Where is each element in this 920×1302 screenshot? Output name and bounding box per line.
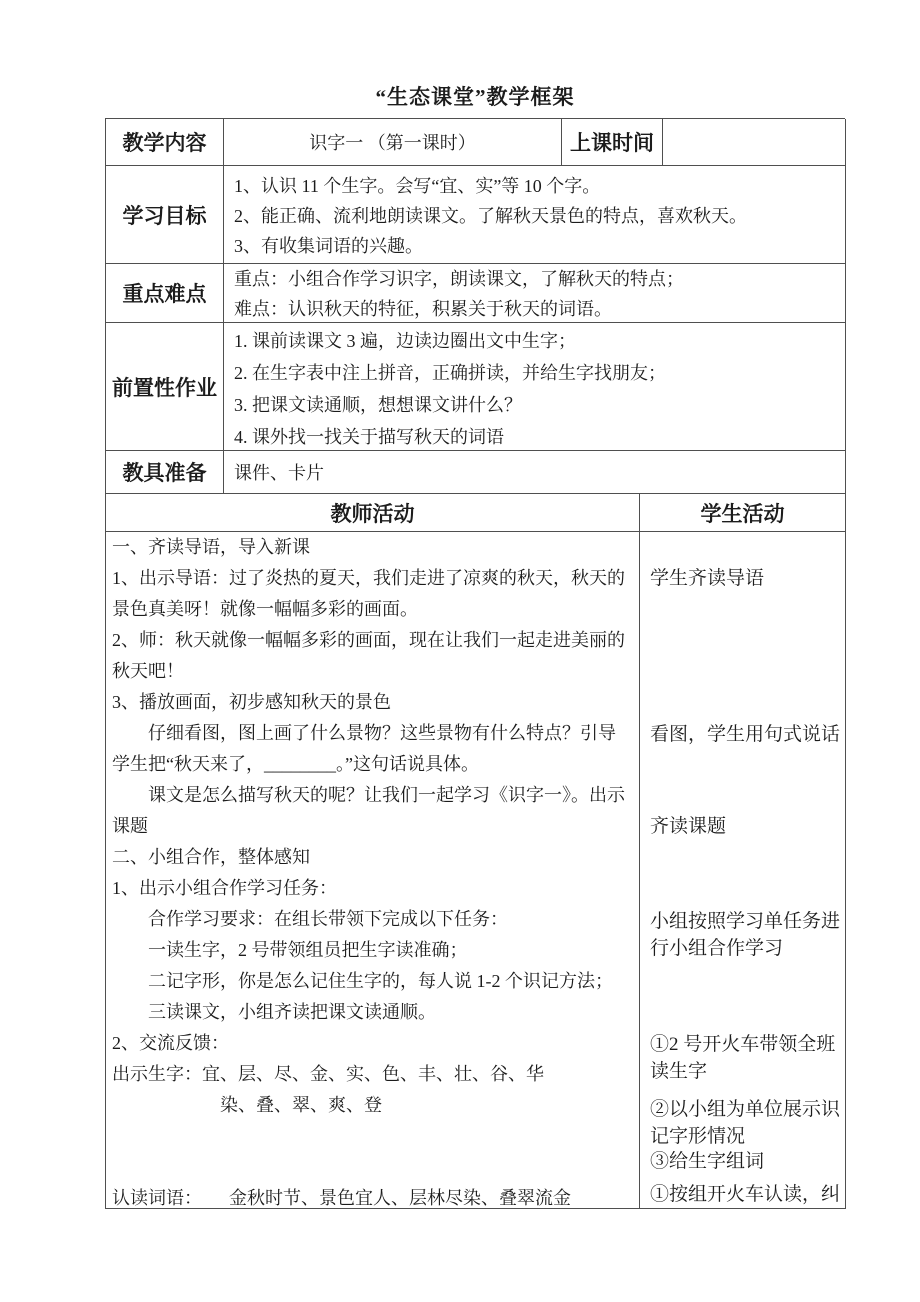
- student-activity-item: [650, 1096, 840, 1150]
- objectives-label: 学习目标: [106, 166, 224, 264]
- materials-label: 教具准备: [106, 451, 224, 494]
- teacher-activity-line: 染、叠、翠、爽、登: [112, 1095, 382, 1115]
- student-activity-line: 齐读课题: [650, 816, 727, 837]
- teacher-activities-column: [106, 532, 640, 1209]
- pre-task-label: 前置性作业: [106, 323, 224, 451]
- teaching-content-label: 教学内容: [106, 119, 224, 166]
- objectives-content: [224, 166, 846, 264]
- student-activity-line: 行小组合作学习: [650, 938, 784, 959]
- teacher-activities-header: 教师活动: [106, 494, 640, 532]
- teacher-activity-line: 3、播放画面，初步感知秋天的景色: [112, 692, 391, 712]
- key-point-line: 难点：认识秋天的特征，积累关于秋天的词语。: [234, 299, 612, 319]
- materials-content: [224, 451, 846, 494]
- key-points-label: 重点难点: [106, 264, 224, 323]
- teacher-activity-line: [112, 1152, 639, 1183]
- student-activity-line: 记字形情况: [650, 1126, 746, 1147]
- teacher-activity-line: 一、齐读导语，导入新课: [112, 537, 310, 557]
- teacher-activity-line: 景色真美呀！就像一幅幅多彩的画面。: [112, 599, 418, 619]
- teacher-activity-line: 二、小组合作，整体感知: [112, 847, 310, 867]
- key-point-line: 重点：小组合作学习识字，朗读课文，了解秋天的特点；: [234, 269, 684, 289]
- student-activity-item: [650, 1181, 840, 1208]
- student-activity-line: ①按组开火车认读，纠: [650, 1184, 841, 1205]
- teacher-activity-line: 课题: [112, 816, 148, 836]
- student-activity-line: ①2 号开火车带领全班: [650, 1034, 836, 1055]
- student-activity-line: ②以小组为单位展示识: [650, 1099, 841, 1120]
- pre-task-line: 1. 课前读课文 3 遍，边读边圈出文中生字；: [234, 331, 576, 351]
- pre-task-line: 4. 课外找一找关于描写秋天的词语: [234, 427, 504, 447]
- pre-task-line: 3. 把课文读通顺，想想课文讲什么？: [234, 395, 522, 415]
- student-activity-item: [650, 908, 840, 962]
- student-activity-item: [650, 565, 764, 592]
- objective-line: 2、能正确、流利地朗读课文。了解秋天景色的特点，喜欢秋天。: [234, 206, 747, 226]
- teacher-activity-line: 学生把“秋天来了，________。”这句话说具体。: [112, 754, 479, 774]
- class-time-label: 上课时间: [562, 119, 663, 166]
- objective-line: 1、认识 11 个生字。会写“宜、实”等 10 个字。: [234, 176, 601, 196]
- teacher-activity-line: 三读课文，小组齐读把课文读通顺。: [112, 1002, 436, 1022]
- teacher-activity-line: [112, 1121, 639, 1152]
- student-activity-line: 学生齐读导语: [650, 568, 765, 589]
- student-activity-item: [650, 1031, 835, 1085]
- key-points-content: [224, 264, 846, 323]
- teacher-activity-line: 一读生字，2 号带领组员把生字读准确；: [112, 940, 468, 960]
- pre-task-line: 2. 在生字表中注上拼音，正确拼读，并给生字找朋友；: [234, 363, 666, 383]
- materials-value: 课件、卡片: [234, 463, 324, 483]
- student-activities-column: [640, 532, 846, 1209]
- page-title: “生态课堂”教学框架: [375, 85, 575, 109]
- teacher-activity-line: 二记字形，你是怎么记住生字的，每人说 1-2 个识记方法；: [112, 971, 613, 991]
- info-table: [105, 118, 845, 494]
- teacher-activity-line: 课文是怎么描写秋天的呢？让我们一起学习《识字一》。出示: [112, 785, 625, 805]
- teacher-activity-line: 出示生字：宜、层、尽、金、实、色、丰、壮、谷、华: [112, 1064, 544, 1084]
- pre-task-content: [224, 323, 846, 451]
- teaching-content-value: 识字一 （第一课时）: [224, 119, 562, 166]
- student-activity-item: [650, 1148, 764, 1175]
- objective-line: 3、有收集词语的兴趣。: [234, 236, 423, 256]
- teacher-activity-line: 仔细看图，图上画了什么景物？这些景物有什么特点？引导: [112, 723, 616, 743]
- teacher-activity-line: 2、交流反馈：: [112, 1033, 229, 1053]
- student-activity-item: [650, 813, 726, 840]
- class-time-value: [663, 119, 846, 166]
- lesson-plan-table: [105, 118, 845, 1209]
- teacher-activity-line: 合作学习要求：在组长带领下完成以下任务：: [112, 909, 508, 929]
- student-activity-line: 看图，学生用句式说话: [650, 724, 841, 745]
- teacher-activity-line: 秋天吧！: [112, 661, 184, 681]
- student-activities-header: 学生活动: [640, 494, 846, 532]
- teacher-activity-line: 2、师：秋天就像一幅幅多彩的画面，现在让我们一起走进美丽的: [112, 630, 625, 650]
- student-activity-line: 读生字: [650, 1061, 708, 1082]
- teacher-activity-line: 1、出示小组合作学习任务：: [112, 878, 337, 898]
- teacher-activity-line: 1、出示导语：过了炎热的夏天，我们走进了凉爽的秋天，秋天的: [112, 568, 625, 588]
- teacher-activity-line: 认读词语： 金秋时节、景色宜人、层林尽染、叠翠流金: [112, 1188, 571, 1208]
- student-activity-item: [650, 721, 840, 748]
- activities-table: [105, 494, 845, 1209]
- student-activity-line: 小组按照学习单任务进: [650, 911, 841, 932]
- student-activity-line: ③给生字组词: [650, 1151, 765, 1172]
